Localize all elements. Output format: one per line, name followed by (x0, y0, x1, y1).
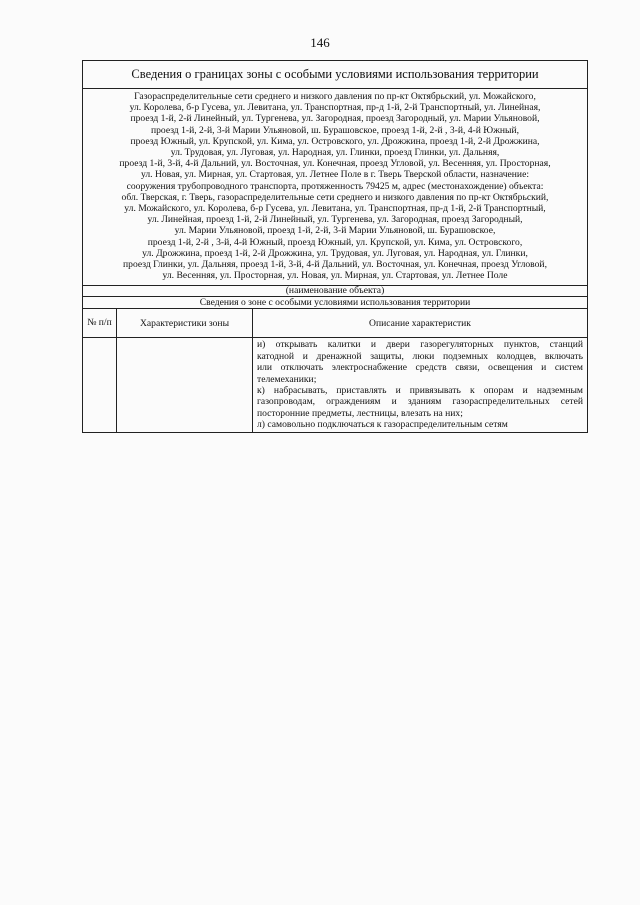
object-description-line: проезд 1-й, 2-й , 3-й, 4-й Южный, проезд Южный, ул. Крупской, ул. Кима, ул. Островского, (147, 236, 523, 248)
description-line: или отключать электроснабжение средств связи, освещения и систем (257, 362, 583, 374)
description-line: посторонние предметы, лестницы, влезать на них; (257, 407, 463, 419)
page-number: 146 (310, 35, 330, 50)
object-description-line: проезд Южный, ул. Крупской, ул. Кима, ул. Островского, ул. Дрожжина, проезд 1-й, 2-й Дрожжина, (130, 135, 540, 147)
object-description-line: ул. Новая, ул. Мирная, ул. Стартовая, ул. Летнее Поле в г. Тверь Тверской области, назначение: (141, 169, 529, 181)
object-description-line: ул. Линейная, проезд 1-й, 2-й Линейный, ул. Тургенева, ул. Загородная, проезд Загородный, (147, 214, 523, 226)
row-characteristics-cell (117, 338, 253, 432)
object-description-line: сооружения трубопроводного транспорта, протяженность 79425 м, адрес (местонахождение) объекта: (126, 180, 544, 192)
description-line: л) самовольно подключаться к газораспределительным сетям (257, 419, 508, 431)
object-description-line: ул. Весенняя, ул. Просторная, ул. Новая, ул. Мирная, ул. Стартовая, ул. Летнее Поле (162, 270, 508, 282)
object-description-line: ул. Можайского, ул. Королева, б-р Гусева, ул. Левитана, ул. Транспортная, пр-д 1-й, 2-й Транспортный, (124, 203, 546, 215)
object-description-line: обл. Тверская, г. Тверь, газораспределительные сети среднего и низкого давления по пр-кт Октябрьский, (121, 191, 549, 203)
object-description-line: Газораспределительные сети среднего и низкого давления по пр-кт Октябрьский, ул. Можайского, (134, 91, 536, 102)
column-header-characteristics: Характеристики зоны (117, 309, 253, 338)
object-description-line: проезд 1-й, 3-й, 4-й Дальний, ул. Восточная, ул. Конечная, проезд Угловой, ул. Весенняя, ул. Просторная, (119, 158, 551, 170)
row-description-cell (253, 338, 588, 432)
description-line: катодной и дренажной защиты, люки подземных колодцев, включать (257, 350, 583, 362)
description-line: газопроводам, ограждениям и зданиям газораспределительных сетей (257, 396, 583, 408)
zone-section-title: Сведения о зоне с особыми условиями использования территории (83, 297, 588, 309)
object-description-line: проезд 1-й, 2-й Линейный, ул. Тургенева, ул. Загородная, проезд Загородный, ул. Марии Ульяновой, (130, 113, 540, 125)
description-line: к) набрасывать, приставлять и привязывать к опорам и надземным (257, 385, 583, 397)
table-header-row (83, 309, 588, 338)
table-row (83, 338, 588, 432)
document-title: Сведения о границах зоны с особыми условиями использования территории (83, 61, 588, 89)
object-description-line: проезд Глинки, ул. Дальняя, проезд 1-й, 3-й, 4-й Дальний, ул. Восточная, ул. Конечная, проезд Угловой, (123, 259, 547, 271)
column-header-number-text: № п/п (87, 317, 112, 329)
object-caption: (наименование объекта) (83, 286, 588, 297)
object-description-line: ул. Дрожжина, проезд 1-й, 2-й Дрожжина, ул. Трудовая, ул. Луговая, ул. Народная, ул. Глинки, (142, 247, 528, 259)
object-description-line: проезд 1-й, 2-й, 3-й Марии Ульяновой, ш. Бурашовское, проезд 1-й, 2-й , 3-й, 4-й Южный, (150, 124, 520, 136)
object-description-line: ул. Трудовая, ул. Луговая, ул. Народная, ул. Глинки, проезд Глинки, ул. Дальняя, (170, 147, 500, 159)
description-line: телемеханики; (257, 373, 317, 385)
description-line: и) открывать калитки и двери газорегуляторных пунктов, станций (257, 339, 583, 351)
object-description-line: ул. Королева, б-р Гусева, ул. Левитана, ул. Транспортная, пр-д 1-й, 2-й Транспортный, ул. Линейная, (129, 102, 541, 114)
object-description (83, 89, 588, 283)
row-number-cell (83, 338, 117, 432)
object-description-line: ул. Марии Ульяновой, проезд 1-й, 2-й, 3-й Марии Ульяновой, ш. Бурашовское, (174, 225, 496, 237)
column-header-description: Описание характеристик (253, 309, 588, 338)
zone-info-table (82, 60, 588, 433)
column-header-number (83, 309, 117, 338)
